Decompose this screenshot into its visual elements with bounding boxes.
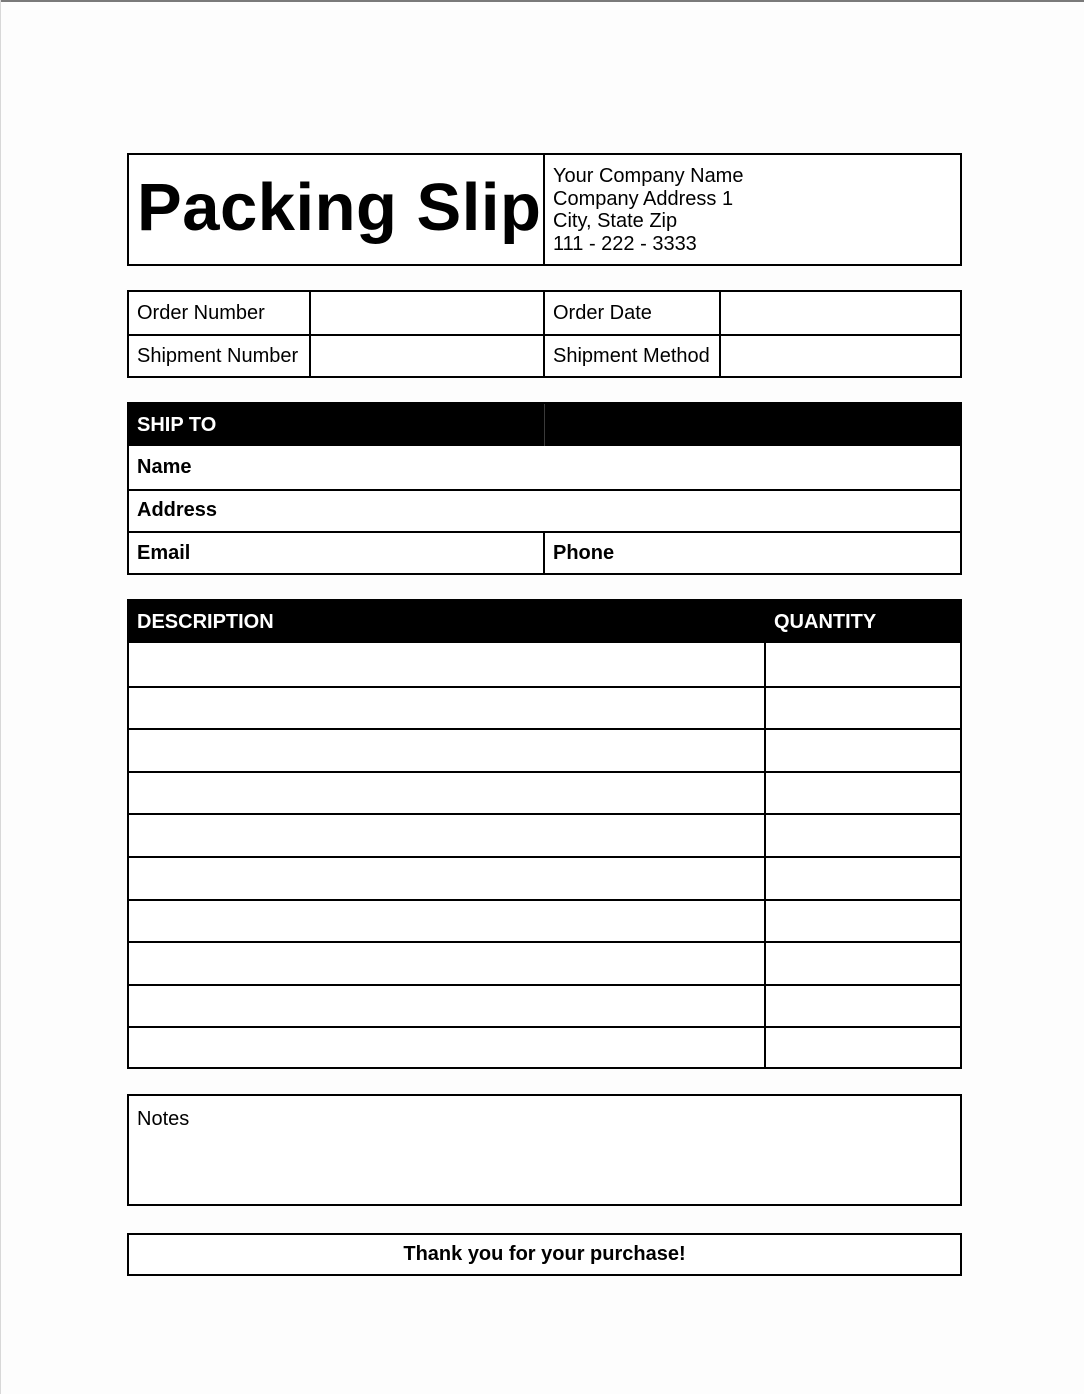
thank-you-message: Thank you for your purchase!	[403, 1243, 686, 1265]
ship-to-header-bar	[129, 404, 960, 446]
notes-label: Notes	[137, 1108, 190, 1130]
item-quantity-cell[interactable]	[766, 858, 960, 899]
ship-to-address-row[interactable]	[129, 489, 960, 532]
item-quantity-cell[interactable]	[766, 815, 960, 856]
ship-to-contact-row	[129, 531, 960, 574]
item-description-cell[interactable]	[129, 858, 766, 899]
shipment-method-label: Shipment Method	[545, 336, 721, 376]
ship-to-phone-label[interactable]: Phone	[553, 541, 615, 564]
item-quantity-cell[interactable]	[766, 943, 960, 984]
items-header-bar	[129, 601, 960, 643]
ship-to-name-label: Name	[137, 455, 192, 478]
table-row	[129, 899, 960, 942]
order-date-field[interactable]	[721, 292, 960, 334]
page-title: Packing Slip	[137, 170, 542, 245]
order-number-field[interactable]	[311, 292, 545, 334]
item-description-cell[interactable]	[129, 1028, 766, 1069]
title-cell	[129, 155, 545, 264]
item-quantity-cell[interactable]	[766, 773, 960, 814]
table-row	[129, 686, 960, 729]
company-name: Your Company Name	[553, 165, 744, 187]
shipment-number-field[interactable]	[311, 336, 545, 376]
items-table	[127, 599, 962, 1069]
shipment-number-label: Shipment Number	[129, 336, 311, 376]
table-row	[129, 771, 960, 814]
page-left-edge	[0, 0, 1, 1394]
item-quantity-cell[interactable]	[766, 643, 960, 686]
company-phone: 111 - 222 - 3333	[553, 232, 697, 255]
notes-box[interactable]	[127, 1094, 962, 1206]
quantity-header: QUANTITY	[774, 610, 877, 633]
item-description-cell[interactable]	[129, 643, 766, 686]
order-info-table	[127, 290, 962, 378]
table-row	[129, 813, 960, 856]
company-city-state-zip: City, State Zip	[553, 210, 678, 232]
ship-to-address-label: Address	[137, 499, 218, 522]
table-row	[129, 941, 960, 984]
company-info	[545, 155, 960, 264]
table-row	[129, 856, 960, 899]
shipment-method-field[interactable]	[721, 336, 960, 376]
item-quantity-cell[interactable]	[766, 1028, 960, 1069]
item-quantity-cell[interactable]	[766, 730, 960, 771]
ship-to-section	[127, 402, 962, 575]
item-quantity-cell[interactable]	[766, 688, 960, 729]
footer-box	[127, 1233, 962, 1276]
item-quantity-cell[interactable]	[766, 901, 960, 942]
item-description-cell[interactable]	[129, 943, 766, 984]
table-row	[129, 643, 960, 686]
ship-to-email-label[interactable]: Email	[129, 533, 545, 574]
item-description-cell[interactable]	[129, 815, 766, 856]
table-row	[129, 728, 960, 771]
order-date-label: Order Date	[545, 292, 721, 334]
table-row	[129, 984, 960, 1027]
table-row	[129, 1026, 960, 1069]
item-description-cell[interactable]	[129, 773, 766, 814]
page-top-edge	[0, 0, 1084, 2]
order-row-1	[129, 292, 960, 334]
ship-to-heading: SHIP TO	[129, 404, 545, 446]
item-quantity-cell[interactable]	[766, 986, 960, 1027]
item-description-cell[interactable]	[129, 688, 766, 729]
description-header: DESCRIPTION	[137, 610, 274, 633]
header-box	[127, 153, 962, 266]
item-description-cell[interactable]	[129, 730, 766, 771]
item-description-cell[interactable]	[129, 986, 766, 1027]
order-number-label: Order Number	[129, 292, 311, 334]
item-description-cell[interactable]	[129, 901, 766, 942]
ship-to-name-row[interactable]	[129, 446, 960, 489]
order-row-2	[129, 334, 960, 376]
item-rows	[129, 643, 960, 1069]
company-address: Company Address 1	[553, 187, 734, 210]
